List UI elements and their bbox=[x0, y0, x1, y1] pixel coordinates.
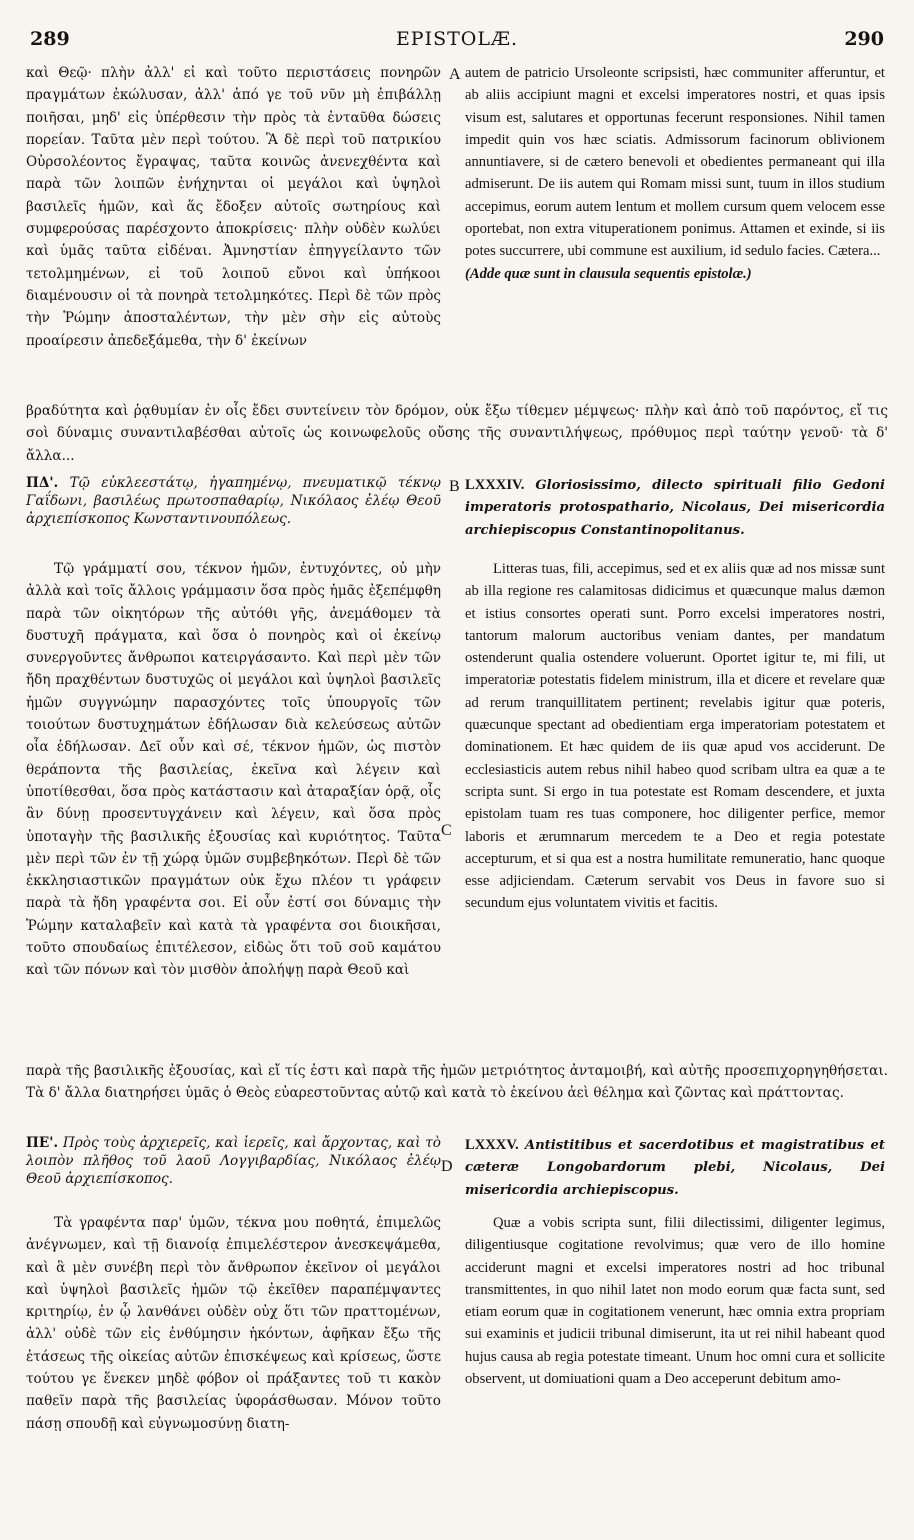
greek-column-block2 bbox=[26, 552, 441, 982]
epistle-address-greek: Τῷ εὐκλεεστάτῳ, ἠγαπημένῳ, πνευματικῷ τέκνῳ Γαΐδωνι, βασιλέως πρωτοσπαθαρίῳ, Νικόλαος ἐλέῳ Θεοῦ ἀρχιεπίσκοπος Κωνσταντινουπόλεως. bbox=[26, 475, 441, 527]
greek-heading-84 bbox=[26, 474, 441, 528]
margin-marker-b: B bbox=[449, 478, 460, 495]
running-title: EPISTOLÆ. bbox=[395, 28, 519, 50]
greek-full-width-block2 bbox=[26, 1060, 888, 1105]
latin-heading-85 bbox=[465, 1134, 885, 1201]
latin-text: Quæ a vobis scripta sunt, filii dilectissimi, diligenter legimus, diligentiusque cogitatione revolvimus; quæ vero de illo homine acciderunt magni et excelsi imperatores nostri ad hoc tribunal transmittentes, in quo nihil latet non modo eorum quæ facta sunt, sed etiam eorum quæ in cogitationem venerunt, hæc omnia extra propriam sui examinis et judicii tribunal dimiserunt, ita ut rei nihil habeant quod hujus causa ab regia potestate timeant. Unum hoc omni cura et sollicite observent, ut domiuationi quam a Deo acceperunt debitum amo- bbox=[465, 1215, 885, 1388]
epistle-number-greek: ΠΕ'. bbox=[26, 1135, 59, 1151]
latin-text: Litteras tuas, fili, accepimus, sed et ex aliis quæ ad nos missæ sunt ab illa regione res calamitosas didicimus et quæcunque malus dæmon et istius consortes operati sunt. Porro excelsi imperatores nostri, tantorum malorum auctoribus veniam dantes, per mandatum ostenderunt qualia ostendere voluerunt. Oportet igitur te, mi fili, ut imperatoriæ potestatis fidelem ministrum, illa et dicere et revelare quæ ad rerum tranquillitatem pertinent; revelabis igitur quæ poteris, quæcunque spectant ad obedientiam erga imperatoriam potestatem et dominationem. Et hæc quidem de iis quæ apud vos acciderunt. De ecclesiasticis autem rebus nihil habeo quod scribam ultra ea quæ a te scripta sunt. Si ergo in tua potestate est Romam descendere, et juxta epistolam tuam res tuas componere, hoc diligenter perfice, memor laboris et ærumnarum mercedem te a Deo et regia potestate accepturum, et si qua est a nostra humilitate remuneratio, hanc quoque esse adjiciendam. Cæterum servabit vos Deus in favore suo si secundum ejus voluntatem vivitis et facitis. bbox=[465, 561, 885, 912]
epistle-number-greek: ΠΔ'. bbox=[26, 475, 59, 491]
greek-column-block3 bbox=[26, 1206, 441, 1435]
latin-text: autem de patricio Ursoleonte scripsisti, hæc communiter afferuntur, et ab aliis accipiunt magni et excelsi imperatores nostri, et quas ipsis visum est, salutares et opportunas fecerunt responsiones. Nihil tamen impedit quin vos hæc sciatis. Admissorum facinorum oblivionem annuntiavere, si de cætero benevoli et obedientes permaneant qui illa admiserunt. De iis autem qui Romam missi sunt, tuum in illos studium accepimus, eorum autem lentum et mollem cursum quem velocem esse oportebat, non extra vituperationem ponimus. Attamen et exinde, si iis potes succurrere, ubi commune est auxilium, id sedulo facies. Cætera... bbox=[465, 65, 885, 260]
margin-marker-c: C bbox=[441, 822, 452, 839]
greek-text: καὶ Θεῷ· πλὴν ἀλλ' εἰ καὶ τοῦτο περιστάσεις πονηρῶν πραγμάτων ἐκώλυσαν, ἀλλ' ἀπό γε τοῦ νῦν μὴ ἐπιβάλλῃ ποιῆσαι, μηδ' εἰς ὑπέρθεσιν τὴν πρὸς τὰ ἐνταῦθα δώσεις πορείαν. Ταῦτα μὲν περὶ τούτου. Ἃ δὲ περὶ τοῦ πατρικίου Οὐρσολέοντος ἔγραψας, ταῦτα κοινῶς ἀνενεχθέντα καὶ παρὰ τῶν λοιπῶν ἐνήχηνται οἱ μεγάλοι καὶ ὑψηλοὶ βασιλεῖς ἡμῶν, καὶ ἅς ἔδοξεν αὐτοῖς σωτηρίους καὶ συμφερούσας παρέσχοντο ἀποκρίσεις· πλὴν οὐδὲν κωλύει καὶ ὑμᾶς ταῦτα εἰδέναι. Ἀμνηστίαν ἐπηγγείλαντο τῶν τετολμημένων, εἰ τοῦ λοιποῦ εὔνοι καὶ ὑπήκοοι διαμένουσιν οἱ τὰ πονηρὰ τετολμηκότες. Περὶ δὲ τῶν πρὸς τὴν Ῥώμην ἀποσταλέντων, τὴν μὲν σὴν εἰς αὐτοὺς προαίρεσιν ἀπεδεξάμεθα, τὴν δ' ἐκείνων bbox=[26, 65, 441, 349]
latin-column-block2 bbox=[465, 552, 885, 915]
epistle-address-latin: Gloriosissimo, dilecto spirituali filio Gedoni imperatoris protospathario, Nicolaus, Dei misericordia archiepiscopus Constantinopolitanus. bbox=[465, 478, 885, 538]
latin-heading-84 bbox=[465, 474, 885, 541]
epistle-number-latin: LXXXV. bbox=[465, 1137, 519, 1153]
greek-text: βραδύτητα καὶ ῥᾳθυμίαν ἐν οἷς ἔδει συντείνειν τὸν δρόμον, οὐκ ἔξω τίθεμεν μέμψεως· πλὴν καὶ ἀπὸ τοῦ παρόντος, εἴ τις σοὶ δύναμις συναντιλαβέσθαι αὐτοῖς ὡς κοινωφελοῦς οὔσης τῆς συναντιλήψεως, πρόθυμος περὶ ταύτην γενοῦ· τὰ δ' ἄλλα... bbox=[26, 403, 888, 464]
right-page-number: 290 bbox=[844, 28, 884, 50]
greek-text: Τῷ γράμματί σου, τέκνον ἡμῶν, ἐντυχόντες, οὐ μὴν ἀλλὰ καὶ τοῖς ἄλλοις γράμμασιν ὅσα πρὸς ἡμᾶς ἐξεπέμφθη παρὰ τῶν οἰκητόρων τῆς αὐτόθι γῆς, ἀνεμάθομεν τὰ δυστυχῆ πράγματα, καὶ ὅσα ὁ πονηρὸς καὶ οἱ ἐκείνῳ συνεργοῦντες ἄνθρωποι κατειργάσαντο. Καὶ περὶ μὲν τῶν ἤδη πραχθέντων δυστυχῶς οἱ μεγάλοι καὶ ὑψηλοὶ βασιλεῖς ἡμῶν συγγνώμην παρασχόντες τοῖς ὑπουργοῖς τῶν τοιούτων δυστυχημάτων ἐδήλωσαν διὰ κελεύσεως αὐτῶν οἷα ἐδήλωσαν. Δεῖ οὖν καὶ σέ, τέκνον ἡμῶν, ὡς πιστὸν θεράποντα τῆς βασιλείας, ἐκεῖνα καὶ λέγειν καὶ ὑποτίθεσθαι, ὅσα πρὸς κατάστασιν καὶ ἀταραξίαν ὁρᾷ, οἷς ἂν δύνῃ προσεντυγχάνειν καὶ λέγειν, καὶ ὅσα πρὸς ὑποταγὴν τῆς βασιλικῆς ἐξουσίας καὶ κυριότητος. Ταῦτα μὲν περὶ τῶν ἐν τῇ χώρᾳ ὑμῶν συμβεβηκότων. Περὶ δὲ τῶν ἐκκλησιαστικῶν πραγμάτων οὐκ ἔχω πλέον τι γράφειν παρὰ τὰ ἤδη γραφέντα σοι. Εἰ οὖν ἐστί σοι δύναμις τὴν Ῥώμην καταλαβεῖν καὶ κατὰ τὰ γραφέντα σοι διοικῆσαι, τοῦτο σπουδαίως ἐπιτέλεσον, εἰδὼς ὅτι τοῦ σοῦ καμάτου καὶ τῶν πόνων καὶ τὸν μισθὸν ἀπολήψῃ παρὰ Θεοῦ καὶ bbox=[26, 561, 441, 979]
epistle-address-latin: Antistitibus et sacerdotibus et magistratibus et cæteræ Longobardorum plebi, Nicolaus, Dei misericordia archiepiscopus. bbox=[465, 1138, 885, 1198]
margin-marker-d: D bbox=[441, 1158, 453, 1175]
greek-full-width-block1 bbox=[26, 400, 888, 467]
left-page-number: 289 bbox=[30, 28, 70, 50]
greek-column-block1 bbox=[26, 62, 441, 352]
margin-marker-a: A bbox=[449, 66, 461, 83]
greek-heading-85 bbox=[26, 1134, 441, 1188]
epistle-address-greek: Πρὸς τοὺς ἀρχιερεῖς, καὶ ἱερεῖς, καὶ ἄρχοντας, καὶ τὸ λοιπὸν πλῆθος τοῦ λαοῦ Λογγιβαρδίας, Νικόλαος ἐλέῳ Θεοῦ ἀρχιεπίσκοπος. bbox=[26, 1135, 441, 1187]
latin-note: (Adde quæ sunt in clausula sequentis epistolæ.) bbox=[465, 265, 752, 282]
greek-text: Τὰ γραφέντα παρ' ὑμῶν, τέκνα μου ποθητά, ἐπιμελῶς ἀνέγνωμεν, καὶ τῇ διανοίᾳ ἐπιμελέστερον ἀνεσκεψάμεθα, καὶ ἃ μὲν συνέβη περὶ τὸν ἄνθρωπον ἐκεῖνον οἱ μεγάλοι καὶ ὑψηλοὶ βασιλεῖς ἡμῶν τῷ ἐκεῖθεν παραπέμψαντες κριτηρίῳ, ἐν ᾧ λανθάνει οὐδὲν οὐχ ὅτι τῶν πραττομένων, ἀλλ' οὐδὲ τῶν εἰς ἐνθύμησιν ἡκόντων, ἀφῆκαν ἔξω τῆς ἐτάσεως τῆς οἰκείας αὐτῶν ἐπισκέψεως καὶ κρίσεως, ὥστε τούτου γε ἕνεκεν μηδὲ φόβον οἱ πράξαντες τοῦ τι κακὸν παθεῖν παρὰ τῆς βασιλείας ὑφοράσθωσαν. Μόνον τοῦτο πάσῃ σπουδῇ καὶ εὐγνωμοσύνῃ διατη- bbox=[26, 1215, 441, 1432]
greek-text: παρὰ τῆς βασιλικῆς ἐξουσίας, καὶ εἴ τίς ἐστι καὶ παρὰ τῆς ἡμῶν μετριότητος ἀνταμοιβή, καὶ αὐτῆς προσεπιχορηγηθήσεται. Τὰ δ' ἄλλα διατηρήσει ὑμᾶς ὁ Θεὸς εὐαρεστοῦντας αὐτῷ καὶ κατὰ τὸ ἐκείνου ἀεὶ θέλημα καὶ ζῶντας καὶ πράττοντας. bbox=[26, 1063, 888, 1102]
epistle-number-latin: LXXXIV. bbox=[465, 477, 525, 493]
latin-column-block1 bbox=[465, 62, 885, 285]
latin-column-block3 bbox=[465, 1206, 885, 1390]
